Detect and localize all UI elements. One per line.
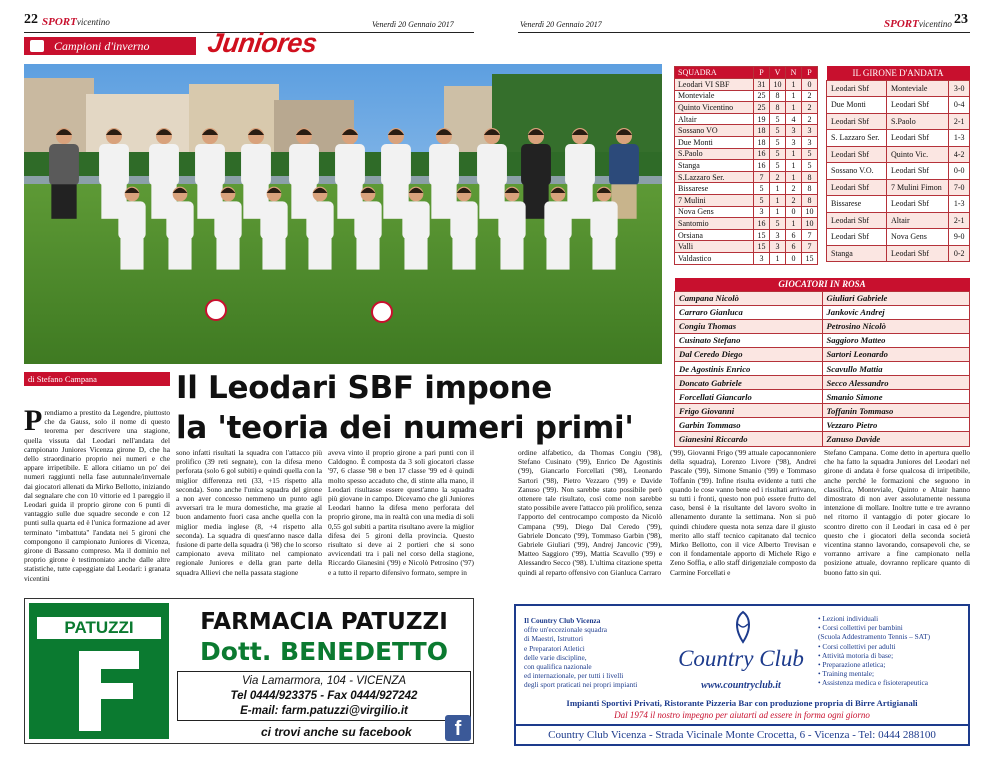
farmacia-email: E-mail: farm.patuzzi@virgilio.it <box>240 705 408 717</box>
standings-value: 0 <box>786 252 802 264</box>
article-column-3 <box>328 448 474 596</box>
standings-team: Orsiana <box>675 229 754 241</box>
standings-value: 5 <box>770 160 786 172</box>
standings-team: Stanga <box>675 160 754 172</box>
masthead-logo-left <box>42 10 110 29</box>
girone-row <box>827 245 970 262</box>
girone-home-team: Leodari Sbf <box>827 113 887 130</box>
country-club-intro <box>524 616 674 690</box>
girone-score: 9-0 <box>949 229 970 246</box>
standings-header-points: P <box>754 67 770 79</box>
date-right: Venerdì 20 Gennaio 2017 <box>520 20 602 29</box>
girone-row <box>827 113 970 130</box>
standings-row <box>675 136 818 148</box>
girone-row <box>827 130 970 147</box>
page-number-right: 23 <box>954 12 968 27</box>
standings-table <box>674 66 818 265</box>
girone-row <box>827 212 970 229</box>
roster-player: Gianesini Riccardo <box>675 432 823 446</box>
girone-home-team: Sossano V.O. <box>827 163 887 180</box>
girone-away-team: Leodari Sbf <box>887 196 949 213</box>
article-text-3: aveva vinto il proprio girone a pari punti con il Caldogno. È composta da 3 soli giocatori classe '97, 6 classe '98 e ben 17 classe '99 ed è quindi molto spesso accaduto che, di stinte alla mano, il Leodari risultasse essere quest'anno la squadra più giovane in campo. Dicevamo che gli Juniores Leodari hanno la difesa meno perforata del proprio girone, ma in realtà con una media di soli 0,55 gol subiti a partita risultano avere la miglior difesa dei 5 gironi della provincia. Questo risultato si deve ai 2 portieri che si sono avvicendati tra i pali nel corso della stagione, Riccardo Gianesini ('99) e Nicolò Petrosino ('97) e a tutto il reparto difensivo formato, sempre in <box>328 448 474 577</box>
girone-away-team: S.Paolo <box>887 113 949 130</box>
logo-sport: SPORT <box>42 16 77 28</box>
girone-home-team: Stanga <box>827 245 887 262</box>
standings-team: 7 Mulini <box>675 194 754 206</box>
farmacia-address: Via Lamarmora, 104 - VICENZA <box>241 675 407 687</box>
standings-value: 15 <box>754 241 770 253</box>
country-club-website[interactable]: www.countryclub.it <box>701 680 781 691</box>
roster-player: Giuliari Gabriele <box>822 291 970 305</box>
standings-team: Santomio <box>675 218 754 230</box>
category-title: Juniores <box>205 28 319 58</box>
standings-value: 1 <box>770 252 786 264</box>
standings-value: 5 <box>770 136 786 148</box>
roster-row <box>675 319 970 333</box>
roster-row <box>675 347 970 361</box>
country-club-service-line: (Scuola Addestramento Tennis – SAT) <box>818 632 931 642</box>
girone-home-team: S. Lazzaro Ser. <box>827 130 887 147</box>
country-club-service-line: • Attività motoria di base; <box>818 650 894 660</box>
standings-row <box>675 218 818 230</box>
article-text-4: ordine alfabetico, da Thomas Congiu ('98), Stefano Cusinato ('99), Enrico De Agostinis ('99), Giancarlo Forcellati ('98), Leonardo Sartori ('98), Pietro Vezzaro ('99) e Davide Zanuso ('99). Non sarebbe stato possibile però ottenere tale risultato, così come non sarebbe stato possibile avere l'attacco più prolifico, senza l'apporto del centrocampo composto da Nicolò Campana ('99), Diego Dal Ceredo ('99), Gabriele Doncato ('99), Tommaso Garbin ('98), Gabriele Giuliari ('99), Andrej Jancovic ('99), Matteo Saggioro ('99), Mattia Scavullo ('99) e Alessandro Secco ('98). L'ultima citazione spetta quindi al reparto offensivo con Gianluca Carraro <box>518 448 662 577</box>
farmacia-doctor: Dott. BENEDETTO <box>200 637 448 666</box>
article-text-6: Stefano Campana. Come detto in apertura quello che ha fatto la squadra Juniores del Leodari nel girone di andata è forse qualcosa di irripetibile, anche perché le formazioni che seguono in classifica, Monteviale, Quinto e Altair hanno dimostrato di non aver assolutamente nessuna intenzione di mollare. Inoltre tutte e tre avranno nel ritorno il vantaggio di poter giocare lo scontro diretto con il Leodari in casa ed è per questo che i giocatori della seconda società vicentina stanno lavorando, consapevoli che, se vorranno arrivare a fine campionato nella posizione attuale, dovranno replicare quanto di buono fatto sin qui. <box>824 448 970 577</box>
standings-value: 3 <box>754 252 770 264</box>
standings-value: 2 <box>786 194 802 206</box>
section-band <box>24 37 196 55</box>
girone-home-team: Leodari Sbf <box>827 80 887 97</box>
roster-player: Congiu Thomas <box>675 319 823 333</box>
roster-player: Toffanin Tommaso <box>822 404 970 418</box>
standings-value: 8 <box>770 90 786 102</box>
standings-value: 18 <box>754 125 770 137</box>
standings-value: 1 <box>770 194 786 206</box>
standings-row <box>675 90 818 102</box>
standings-value: 1 <box>786 218 802 230</box>
standings-value: 3 <box>770 229 786 241</box>
standings-value: 10 <box>802 218 818 230</box>
standings-team: Nova Gens <box>675 206 754 218</box>
standings-team: Sossano VO <box>675 125 754 137</box>
ad-country-club <box>514 604 970 746</box>
standings-row <box>675 125 818 137</box>
girone-score: 0-2 <box>949 245 970 262</box>
roster-row <box>675 291 970 305</box>
masthead-logo-right <box>884 12 952 31</box>
girone-away-team: Leodari Sbf <box>887 163 949 180</box>
farmacia-facebook-text: ci trovi anche su facebook <box>261 725 412 739</box>
standings-value: 5 <box>754 194 770 206</box>
standings-row <box>675 148 818 160</box>
standings-value: 8 <box>802 183 818 195</box>
standings-value: 6 <box>786 229 802 241</box>
farmacia-logo <box>29 603 169 739</box>
team-photo <box>24 64 662 364</box>
logo-sport: SPORT <box>884 18 919 30</box>
standings-row <box>675 252 818 264</box>
standings-header-wins: V <box>770 67 786 79</box>
country-club-emblem-icon <box>728 610 758 644</box>
standings-value: 19 <box>754 113 770 125</box>
roster-player: Cusinato Stefano <box>675 333 823 347</box>
standings-team: S.Paolo <box>675 148 754 160</box>
standings-value: 3 <box>786 125 802 137</box>
roster-player: Vezzaro Pietro <box>822 418 970 432</box>
roster-row <box>675 404 970 418</box>
dropcap: P <box>24 408 43 437</box>
standings-value: 10 <box>802 206 818 218</box>
standings-value: 25 <box>754 90 770 102</box>
country-club-since: Dal 1974 il nostro impegno per aiutarti ad essere in forma ogni giorno <box>614 710 870 720</box>
roster-player: Scavullo Mattia <box>822 361 970 375</box>
country-club-services <box>818 614 968 688</box>
article-column-5 <box>670 448 816 596</box>
standings-value: 2 <box>802 90 818 102</box>
standings-value: 7 <box>802 241 818 253</box>
country-club-service-line: • Training mentale; <box>818 669 875 679</box>
standings-value: 3 <box>754 206 770 218</box>
standings-value: 2 <box>786 183 802 195</box>
standings-value: 16 <box>754 160 770 172</box>
girone-home-team: Due Monti <box>827 97 887 114</box>
country-club-intro-line: delle varie discipline, <box>524 652 587 662</box>
roster-player: Garbin Tommaso <box>675 418 823 432</box>
logo-vicentino: vicentino <box>76 17 110 27</box>
roster-player: Jankovic Andrej <box>822 305 970 319</box>
country-club-intro-line: Il Country Club Vicenza <box>524 616 601 625</box>
standings-team: Altair <box>675 113 754 125</box>
girone-row <box>827 196 970 213</box>
standings-value: 10 <box>770 79 786 91</box>
roster-row <box>675 361 970 375</box>
roster-row <box>675 376 970 390</box>
girone-title: IL GIRONE D'ANDATA <box>827 66 970 80</box>
standings-value: 5 <box>754 183 770 195</box>
standings-value: 31 <box>754 79 770 91</box>
standings-value: 25 <box>754 102 770 114</box>
standings-value: 1 <box>770 206 786 218</box>
standings-value: 0 <box>802 79 818 91</box>
standings-team: Leodari VI SBF <box>675 79 754 91</box>
girone-row <box>827 80 970 97</box>
girone-home-team: Bissarese <box>827 196 887 213</box>
roster-player: Smanio Simone <box>822 390 970 404</box>
country-club-brand: Country Club <box>678 646 804 671</box>
girone-away-team: 7 Mulini Fimon <box>887 179 949 196</box>
girone-home-team: Leodari Sbf <box>827 146 887 163</box>
trophy-icon <box>30 40 44 52</box>
girone-home-team: Leodari Sbf <box>827 229 887 246</box>
standings-team: Due Monti <box>675 136 754 148</box>
country-club-intro-line: degli sport praticati nei propri impianti <box>524 680 638 690</box>
standings-value: 3 <box>786 136 802 148</box>
country-club-service-line: • Corsi collettivi per bambini <box>818 623 903 633</box>
standings-row <box>675 160 818 172</box>
country-club-service-line: • Corsi collettivi per adulti <box>818 641 896 651</box>
standings-value: 5 <box>802 148 818 160</box>
girone-score: 3-0 <box>949 80 970 97</box>
roster-player: Saggioro Matteo <box>822 333 970 347</box>
football-left <box>206 300 226 320</box>
girone-away-team: Leodari Sbf <box>887 130 949 147</box>
girone-away-team: Leodari Sbf <box>887 245 949 262</box>
page-number-left: 22 <box>24 12 38 27</box>
girone-score: 7-0 <box>949 179 970 196</box>
standings-value: 6 <box>786 241 802 253</box>
standings-value: 18 <box>754 136 770 148</box>
roster-player: Secco Alessandro <box>822 376 970 390</box>
article-text-2: sono infatti risultati la squadra con l'attacco più prolifico (39 reti segnate), con la difesa meno perforata (solo 6 gol subiti) e quindi quella con la miglior differenza reti (33, +15 rispetto alla seconda). Sono anche l'unica squadra del girone a non aver concesso nemmeno un punto agli avversari tra le mura domestiche, ma grazie al buon andamento fuori casa anche quella con la miglior media inglese (8, +4 rispetto alla seconda). La squadra di quest'anno nasce dalla fusione di parte della squadra (i '98) che lo scorso campionato aveva militato nel campionato regionale Juniores e della gran parte della squadra Allievi che nella passata stagione <box>176 448 322 577</box>
standings-value: 1 <box>770 183 786 195</box>
girone-away-team: Monteviale <box>887 80 949 97</box>
standings-value: 5 <box>802 160 818 172</box>
girone-row <box>827 179 970 196</box>
farmacia-title: FARMACIA PATUZZI <box>200 609 448 635</box>
standings-row <box>675 102 818 114</box>
standings-header-team: SQUADRA <box>675 67 754 79</box>
country-club-intro-line: con qualifica nazionale <box>524 662 592 672</box>
roster-player: De Agostinis Enrico <box>675 361 823 375</box>
standings-value: 7 <box>754 171 770 183</box>
roster-row <box>675 432 970 446</box>
girone-home-team: Leodari Sbf <box>827 179 887 196</box>
girone-row <box>827 163 970 180</box>
standings-value: 4 <box>786 113 802 125</box>
country-club-intro-line: di Maestri, Istruttori <box>524 634 583 644</box>
standings-value: 7 <box>802 229 818 241</box>
standings-value: 0 <box>786 206 802 218</box>
standings-value: 8 <box>802 194 818 206</box>
standings-value: 2 <box>770 171 786 183</box>
section-label: Campioni d'inverno <box>54 39 150 53</box>
standings-value: 1 <box>786 171 802 183</box>
standings-value: 8 <box>770 102 786 114</box>
article-column-1 <box>24 408 170 596</box>
cross-f-icon <box>29 603 169 739</box>
standings-value: 16 <box>754 218 770 230</box>
standings-value: 2 <box>802 102 818 114</box>
standings-value: 15 <box>802 252 818 264</box>
girone-home-team: Leodari Sbf <box>827 212 887 229</box>
standings-value: 1 <box>786 102 802 114</box>
standings-team: Valdastico <box>675 252 754 264</box>
girone-score: 0-4 <box>949 97 970 114</box>
standings-row <box>675 183 818 195</box>
country-club-service-line: • Lezioni individuali <box>818 614 879 623</box>
standings-value: 3 <box>770 241 786 253</box>
roster-player: Petrosino Nicolò <box>822 319 970 333</box>
standings-team: Quinto Vicentino <box>675 102 754 114</box>
standings-value: 5 <box>770 125 786 137</box>
standings-value: 1 <box>786 148 802 160</box>
standings-row <box>675 206 818 218</box>
girone-score: 2-1 <box>949 212 970 229</box>
girone-score: 1-3 <box>949 130 970 147</box>
standings-value: 15 <box>754 229 770 241</box>
roster-title: GIOCATORI IN ROSA <box>675 278 970 291</box>
roster-player: Doncato Gabriele <box>675 376 823 390</box>
girone-row <box>827 146 970 163</box>
girone-away-team: Leodari Sbf <box>887 97 949 114</box>
article-column-6 <box>824 448 970 596</box>
girone-row <box>827 229 970 246</box>
standings-value: 2 <box>802 113 818 125</box>
girone-score: 1-3 <box>949 196 970 213</box>
headline-line-1: Il Leodari SBF impone <box>176 370 552 406</box>
country-club-intro-line: e Preparatori Atletici <box>524 643 585 653</box>
girone-score: 0-0 <box>949 163 970 180</box>
standings-row <box>675 79 818 91</box>
country-club-service-line: • Preparazione atletica; <box>818 660 886 670</box>
roster-player: Zanuso Davide <box>822 432 970 446</box>
standings-value: 5 <box>770 218 786 230</box>
article-column-2 <box>176 448 322 596</box>
facebook-icon[interactable]: f <box>445 715 471 741</box>
football-right <box>372 302 392 322</box>
standings-row <box>675 241 818 253</box>
standings-value: 3 <box>802 136 818 148</box>
article-column-4 <box>518 448 662 596</box>
headline-line-2: la 'teoria dei numeri primi' <box>176 410 634 446</box>
standings-team: Bissarese <box>675 183 754 195</box>
country-club-intro-line: offre un'eccezionale squadra <box>524 625 608 635</box>
country-club-service-line: • Assistenza medica e fisioterapeutica <box>818 678 928 688</box>
standings-value: 8 <box>802 171 818 183</box>
standings-team: Monteviale <box>675 90 754 102</box>
girone-score: 4-2 <box>949 146 970 163</box>
date-left: Venerdì 20 Gennaio 2017 <box>372 20 454 29</box>
article-text-1: rendiamo a prestito da Legendre, piuttosto che da Gauss, solo il nome di questo teorema per descrivere una stagione, quella vissuta dal Leodari nell'andata del campionato Juniores Vicenza girone D, che ha dello straordinario proprio nei numeri e che appare irripetibile. E allora citiamo un po' dei numeri raggiunti nella fase autunnale/invernale dai giocatori allenati da Mirko Bellotto, iniziando dal segnalare che con 10 vittorie ed 1 pareggio il Leodari guida il proprio girone con 6 punti di vantaggio sulle due squadre seconde e con 12 punti sulla quarta ed è l'unica formazione ad aver terminato "imbattuta" l'andata nei 5 gironi che compongono il campionato Juniores di Vicenza, girone di Bassano compreso. Ma il dominio nel proprio girone è testimoniato anche dalle altre statistiche, tutte capeggiate dal Leodari: i granata vicentini <box>24 408 170 583</box>
standings-team: Valli <box>675 241 754 253</box>
logo-vicentino: vicentino <box>918 19 952 29</box>
header-rule-right <box>518 32 970 33</box>
standings-header-losses: P <box>802 67 818 79</box>
standings-row <box>675 229 818 241</box>
roster-player: Campana Nicolò <box>675 291 823 305</box>
roster-row <box>675 390 970 404</box>
farmacia-phone: Tel 0444/923375 - Fax 0444/927242 <box>230 690 418 702</box>
girone-score: 2-1 <box>949 113 970 130</box>
standings-value: 1 <box>786 160 802 172</box>
byline: di Stefano Campana <box>24 372 170 386</box>
farmacia-logo-text: PATUZZI <box>37 617 161 639</box>
standings-value: 1 <box>786 79 802 91</box>
roster-player: Forcellati Giancarlo <box>675 390 823 404</box>
country-club-intro-line: ed internazionale, per tutti i livelli <box>524 671 624 681</box>
team-photo-illustration <box>24 64 662 364</box>
standings-row <box>675 171 818 183</box>
standings-value: 5 <box>770 113 786 125</box>
roster-player: Carraro Gianluca <box>675 305 823 319</box>
girone-away-team: Altair <box>887 212 949 229</box>
standings-header-draws: N <box>786 67 802 79</box>
roster-row <box>675 305 970 319</box>
standings-value: 5 <box>770 148 786 160</box>
girone-row <box>827 97 970 114</box>
roster-player: Frigo Giovanni <box>675 404 823 418</box>
girone-table <box>826 66 970 262</box>
standings-value: 16 <box>754 148 770 160</box>
roster-row <box>675 418 970 432</box>
standings-team: S.Lazzaro Ser. <box>675 171 754 183</box>
article-text-5: ('99), Giovanni Frigo ('99 attuale capocannoniere della squadra), Lorenzo Livore ('98), Andrei Pascale ('99), Simone Smanio ('99) e Tommaso Toffanin ('99). Infine risulta evidente a tutti che quando le cose vanno bene ed i risultati arrivano, su tutti i fronti, questo non può essere frutto del caso, bensì è la risultante del lavoro svolto in allenamento durante la settimana. Non si può quindi chiudere questa nota senza dare il giusto merito allo staff tecnico capitanato dal tecnico Mirko Bellotto, con il vice Alberto Trevisan e con il fondamentale apporto di Michele Rigo e Zeno Soffia, e allo staff dirigenziale composto da Carmine Forcellati e <box>670 448 816 577</box>
girone-away-team: Nova Gens <box>887 229 949 246</box>
standings-row <box>675 113 818 125</box>
standings-row <box>675 194 818 206</box>
roster-row <box>675 333 970 347</box>
country-club-tagline: Impianti Sportivi Privati, Ristorante Pizzeria Bar con produzione propria di Birre Artigianali <box>566 698 918 708</box>
country-club-footer: Country Club Vicenza - Strada Vicinale Monte Crocetta, 6 - Vicenza - Tel: 0444 288100 <box>516 724 968 744</box>
ad-farmacia <box>24 598 474 744</box>
standings-value: 3 <box>802 125 818 137</box>
roster-player: Dal Ceredo Diego <box>675 347 823 361</box>
roster-player: Sartori Leonardo <box>822 347 970 361</box>
standings-value: 1 <box>786 90 802 102</box>
roster-table <box>674 278 970 447</box>
girone-away-team: Quinto Vic. <box>887 146 949 163</box>
